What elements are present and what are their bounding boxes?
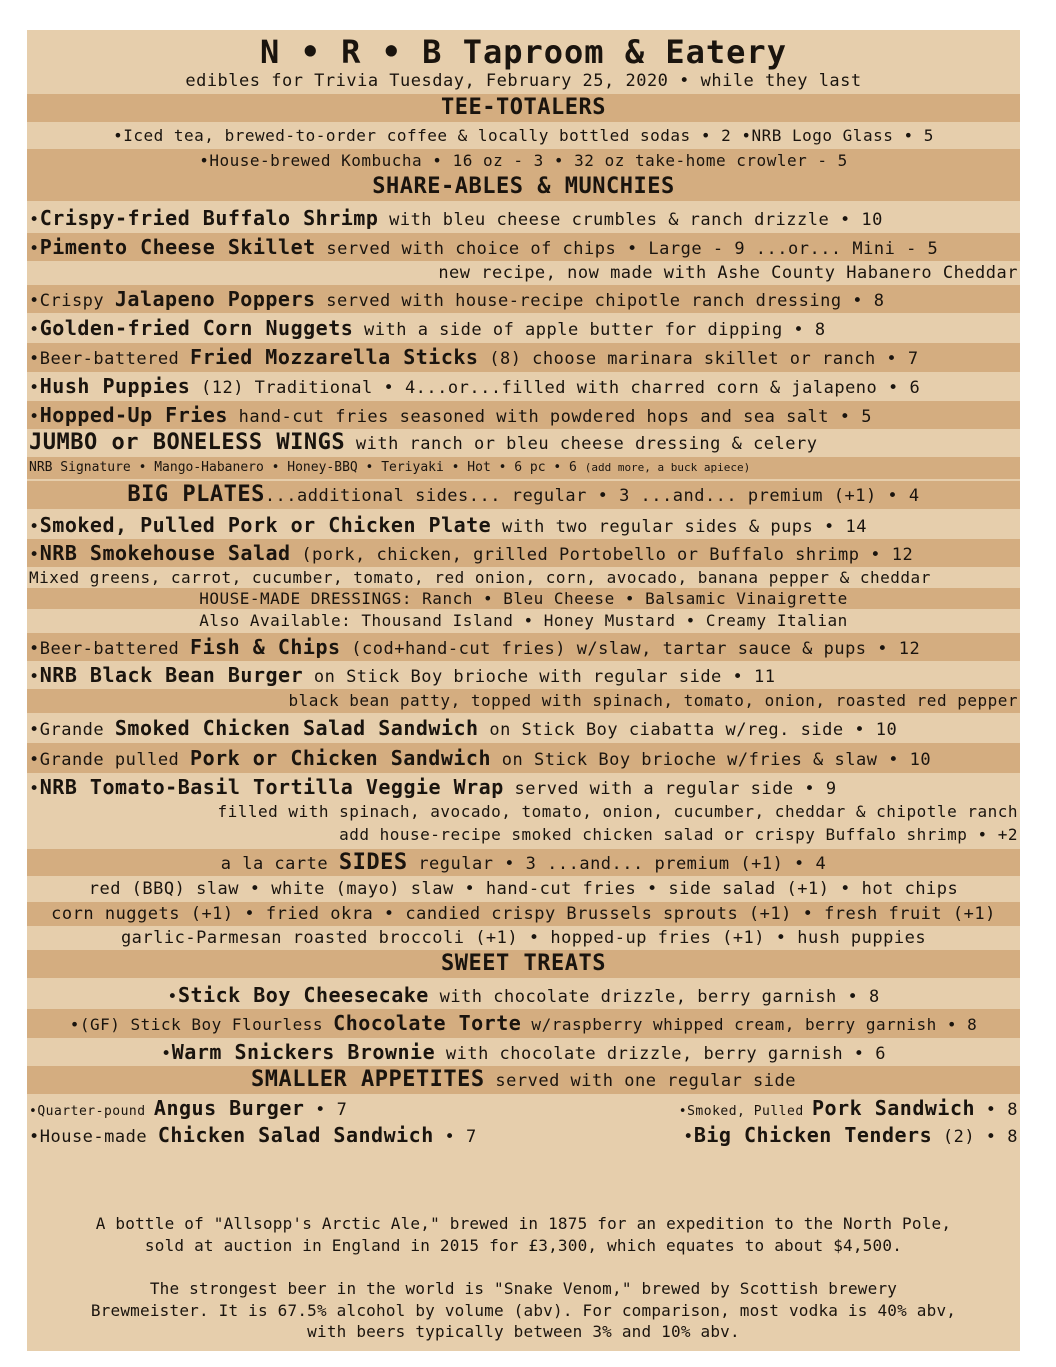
menu-item: •Big Chicken Tenders (2) • 8 xyxy=(683,1123,1018,1147)
section-heading-sides: a la carte SIDES regular • 3 ...and... premium (+1) • 4 xyxy=(27,849,1020,876)
sides-line-2: corn nuggets (+1) • fried okra • candied crispy Brussels sprouts (+1) • fresh fruit (+1) xyxy=(27,902,1020,926)
item-note: filled with spinach, avocado, tomato, onion, cucumber, cheddar & chipotle ranch xyxy=(217,802,1018,821)
section-heading-wings: JUMBO or BONELESS WINGS with ranch or bleu cheese dressing & celery xyxy=(29,430,818,455)
item-name: Angus Burger xyxy=(153,1096,305,1120)
tee-totalers-line-1: •Iced tea, brewed-to-order coffee & locally bottled sodas • 2 •NRB Logo Glass • 5 xyxy=(113,126,934,145)
item-note: black bean patty, topped with spinach, tomato, onion, roasted red pepper xyxy=(27,689,1020,713)
item-name: Fish & Chips xyxy=(190,635,341,659)
item-name: NRB Black Bean Burger xyxy=(39,663,304,687)
sides-line-1: red (BBQ) slaw • white (mayo) slaw • hand-cut fries • side salad (+1) • hot chips xyxy=(88,879,959,899)
menu-item: •Crispy-fried Buffalo Shrimp with bleu cheese crumbles & ranch drizzle • 10 xyxy=(29,206,883,230)
item-name: NRB Tomato-Basil Tortilla Veggie Wrap xyxy=(39,775,504,799)
menu-item: •Grande pulled Pork or Chicken Sandwich on Stick Boy brioche w/fries & slaw • 10 xyxy=(27,743,1020,773)
trivia-fact-1: sold at auction in England in 2015 for £3,300, which equates to about $4,500. xyxy=(144,1236,903,1255)
item-name: Chicken Salad Sandwich xyxy=(157,1123,434,1147)
section-heading-big-plates: BIG PLATES...additional sides... regular • 3 ...and... premium (+1) • 4 xyxy=(27,481,1020,509)
sides-line-3: garlic-Parmesan roasted broccoli (+1) • hopped-up fries (+1) • hush puppies xyxy=(120,928,927,948)
item-name: Chocolate Torte xyxy=(333,1011,522,1035)
menu-item: •Warm Snickers Brownie with chocolate drizzle, berry garnish • 6 xyxy=(161,1040,886,1064)
menu-item: •Grande Smoked Chicken Salad Sandwich on Stick Boy ciabatta w/reg. side • 10 xyxy=(29,716,898,740)
menu-item: •Quarter-pound Angus Burger • 7 xyxy=(29,1096,348,1120)
also-available: Also Available: Thousand Island • Honey Mustard • Creamy Italian xyxy=(199,611,848,630)
house-dressings: HOUSE-MADE DRESSINGS: Ranch • Bleu Cheese • Balsamic Vinaigrette xyxy=(27,588,1020,609)
item-name: Fried Mozzarella Sticks xyxy=(190,345,479,369)
item-name: Pimento Cheese Skillet xyxy=(39,235,316,259)
menu-item: •Stick Boy Cheesecake with chocolate drizzle, berry garnish • 8 xyxy=(167,983,880,1007)
menu-item: •NRB Black Bean Burger on Stick Boy brioche with regular side • 11 xyxy=(29,663,776,687)
menu-item: •(GF) Stick Boy Flourless Chocolate Torte w/raspberry whipped cream, berry garnish • 8 xyxy=(27,1009,1020,1038)
item-note: add house-recipe smoked chicken salad or crispy Buffalo shrimp • +2 xyxy=(339,825,1018,844)
item-note: Mixed greens, carrot, cucumber, tomato, red onion, corn, avocado, banana pepper & cheddar xyxy=(29,568,931,587)
item-name: Big Chicken Tenders xyxy=(693,1123,933,1147)
wings-flavors: NRB Signature • Mango-Habanero • Honey-BBQ • Teriyaki • Hot • 6 pc • 6 (add more, a buck apiece) xyxy=(27,457,1020,479)
menu-item: •NRB Tomato-Basil Tortilla Veggie Wrap served with a regular side • 9 xyxy=(29,775,837,799)
section-heading-shareables: SHARE-ABLES & MUNCHIES xyxy=(27,173,1020,201)
trivia-fact-2: The strongest beer in the world is "Snake Venom," brewed by Scottish brewery xyxy=(149,1279,898,1298)
section-heading-tee-totalers: TEE-TOTALERS xyxy=(27,94,1020,122)
item-name: Stick Boy Cheesecake xyxy=(178,983,429,1007)
item-name: Hush Puppies xyxy=(39,374,191,398)
menu-page xyxy=(27,30,1020,1351)
smaller-row-1 xyxy=(27,1094,1020,1122)
smaller-row-2 xyxy=(27,1121,1020,1149)
menu-title: N • R • B Taproom & Eatery xyxy=(260,33,787,71)
item-name: Golden-fried Corn Nuggets xyxy=(39,316,354,340)
item-name: Pork or Chicken Sandwich xyxy=(190,746,492,770)
item-name: NRB Smokehouse Salad xyxy=(39,541,291,565)
menu-item: •House-made Chicken Salad Sandwich • 7 xyxy=(29,1123,477,1147)
tee-totalers-line-2: •House-brewed Kombucha • 16 oz - 3 • 32 oz take-home crowler - 5 xyxy=(27,149,1020,173)
section-heading-sweets: SWEET TREATS xyxy=(27,950,1020,978)
item-name: Pork Sandwich xyxy=(812,1096,976,1120)
item-name: Jalapeno Poppers xyxy=(114,287,316,311)
item-name: Warm Snickers Brownie xyxy=(171,1040,436,1064)
menu-item: •Crispy Jalapeno Poppers served with house-recipe chipotle ranch dressing • 8 xyxy=(27,285,1020,313)
trivia-fact-1: A bottle of "Allsopp's Arctic Ale," brewed in 1875 for an expedition to the North Pole, xyxy=(95,1214,952,1233)
trivia-fact-2: with beers typically between 3% and 10% abv. xyxy=(307,1322,740,1341)
menu-item: •NRB Smokehouse Salad (pork, chicken, grilled Portobello or Buffalo shrimp • 12 xyxy=(27,539,1020,567)
menu-item: •Golden-fried Corn Nuggets with a side of apple butter for dipping • 8 xyxy=(29,316,826,340)
item-note: new recipe, now made with Ashe County Habanero Cheddar xyxy=(438,263,1018,283)
menu-item: •Pimento Cheese Skillet served with choice of chips • Large - 9 ...or... Mini - 5 xyxy=(27,233,1020,261)
item-name: Hopped-Up Fries xyxy=(39,403,228,427)
item-name: Crispy-fried Buffalo Shrimp xyxy=(39,206,379,230)
menu-item: •Smoked, Pulled Pork or Chicken Plate with two regular sides & pups • 14 xyxy=(29,513,867,537)
trivia-fact-2: Brewmeister. It is 67.5% alcohol by volume (abv). For comparison, most vodka is 40% abv, xyxy=(90,1301,957,1320)
section-heading-smaller: SMALLER APPETITES served with one regular side xyxy=(27,1066,1020,1094)
item-name: Smoked, Pulled Pork or Chicken Plate xyxy=(39,513,492,537)
menu-item: •Beer-battered Fish & Chips (cod+hand-cut fries) w/slaw, tartar sauce & pups • 12 xyxy=(27,633,1020,661)
menu-item: •Hopped-Up Fries hand-cut fries seasoned with powdered hops and sea salt • 5 xyxy=(27,401,1020,429)
menu-subtitle: edibles for Trivia Tuesday, February 25, 2020 • while they last xyxy=(185,71,862,91)
item-name: Smoked Chicken Salad Sandwich xyxy=(114,716,479,740)
menu-item: •Smoked, Pulled Pork Sandwich • 8 xyxy=(678,1096,1018,1120)
menu-item: •Hush Puppies (12) Traditional • 4...or...filled with charred corn & jalapeno • 6 xyxy=(29,374,921,398)
menu-item: •Beer-battered Fried Mozzarella Sticks (8) choose marinara skillet or ranch • 7 xyxy=(27,343,1020,372)
